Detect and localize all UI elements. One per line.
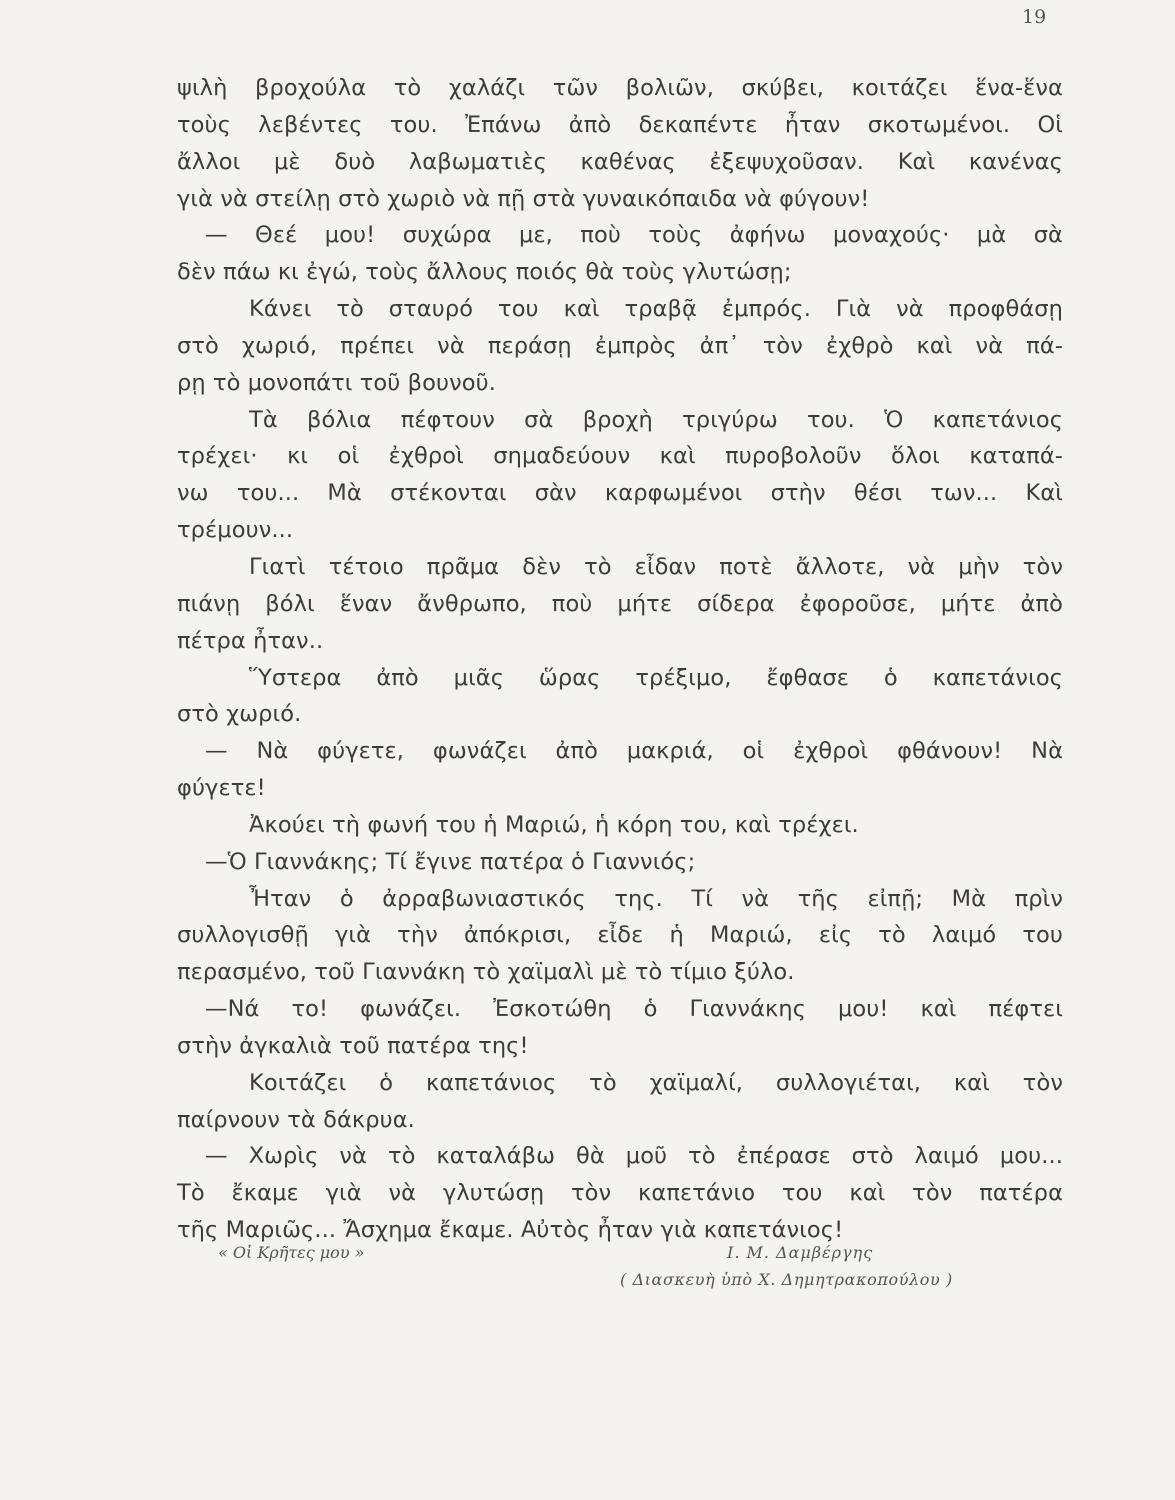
text-line: παίρνουν τὰ δάκρυα. (177, 1106, 415, 1133)
text-line: Τὸ ἔκαμε γιὰ νὰ γλυτώσῃ τὸν καπετάνιο του καὶ τὸν πατέρα (177, 1180, 1063, 1207)
text-line: τρέμουν... (177, 517, 294, 544)
text-line: ψιλὴ βροχούλα τὸ χαλάζι τῶν βολιῶν, σκύβει, κοιτάζει ἕνα-ἕνα (177, 75, 1063, 101)
text-line: περασμένο, τοῦ Γιαννάκη τὸ χαϊμαλὶ μὲ τὸ τίμιο ξύλο. (177, 959, 795, 986)
text-line: τρέχει· κι οἱ ἐχθροὶ σημαδεύουν καὶ πυροβολοῦν ὅλοι καταπά- (177, 443, 1063, 470)
text-line: στὸ χωριό. (177, 701, 302, 728)
dialogue-line: —Ὁ Γιαννάκης; Τί ἔγινε πατέρα ὁ Γιαννιός; (205, 848, 696, 875)
text-line: ἄλλοι μὲ δυὸ λαβωματιὲς καθένας ἐξεψυχοῦσαν. Καὶ κανένας (177, 148, 1063, 175)
paragraph-start: Κάνει τὸ σταυρό του καὶ τραβᾷ ἐμπρός. Γιὰ νὰ προφθάσῃ (249, 296, 1063, 323)
page-number: 19 (1022, 6, 1047, 28)
text-line: γιὰ νὰ στείλῃ στὸ χωριὸ νὰ πῇ στὰ γυναικόπαιδα νὰ φύγουν! (177, 185, 870, 212)
text-line: πέτρα ἦταν.. (177, 627, 324, 654)
paragraph-start: Ὕστερα ἀπὸ μιᾶς ὥρας τρέξιμο, ἔφθασε ὁ καπετάνιος (249, 664, 1063, 691)
adaptation-credit: ( Διασκευὴ ὑπὸ Χ. Δημητρακοπούλου ) (620, 1270, 953, 1289)
dialogue-line: — Νὰ φύγετε, φωνάζει ἀπὸ μακριά, οἱ ἐχθροὶ φθάνουν! Νὰ (205, 738, 1063, 765)
text-line: τοὺς λεβέντες του. Ἐπάνω ἀπὸ δεκαπέντε ἦταν σκοτωμένοι. Οἱ (177, 111, 1063, 138)
source-credit: « Οἱ Κρῆτες μου » (218, 1243, 365, 1262)
text-line: ρῃ τὸ μονοπάτι τοῦ βουνοῦ. (177, 369, 496, 396)
text-line: φύγετε! (177, 775, 266, 802)
text-line: στὸ χωριό, πρέπει νὰ περάσῃ ἐμπρὸς ἀπ᾽ τὸν ἐχθρὸ καὶ νὰ πά- (177, 332, 1063, 359)
dialogue-line: —Νά το! φωνάζει. Ἐσκοτώθη ὁ Γιαννάκης μου! καὶ πέφτει (205, 996, 1063, 1023)
text-line: δὲν πάω κι ἐγώ, τοὺς ἄλλους ποιός θὰ τοὺς γλυτώσῃ; (177, 259, 792, 286)
body-text (177, 70, 1063, 1249)
text-line: συλλογισθῇ γιὰ τὴν ἀπόκρισι, εἶδε ἡ Μαριώ, εἰς τὸ λαιμό του (177, 922, 1063, 949)
paragraph-start: Ἦταν ὁ ἀρραβωνιαστικός της. Τί νὰ τῆς εἰπῇ; Μὰ πρὶν (249, 885, 1063, 912)
paragraph-start: Γιατὶ τέτοιο πρᾶμα δὲν τὸ εἶδαν ποτὲ ἄλλοτε, νὰ μὴν τὸν (249, 553, 1063, 580)
paragraph-start: Τὰ βόλια πέφτουν σὰ βροχὴ τριγύρω του. Ὁ καπετάνιος (249, 406, 1063, 433)
author-credit: Ι. Μ. Δαμβέργης (727, 1243, 874, 1262)
dialogue-line: — Θεέ μου! συχώρα με, ποὺ τοὺς ἀφήνω μοναχούς· μὰ σὰ (205, 222, 1063, 249)
text-line: πιάνῃ βόλι ἕναν ἄνθρωπο, ποὺ μήτε σίδερα ἐφοροῦσε, μήτε ἀπὸ (177, 590, 1063, 617)
text-line: νω του... Μὰ στέκονται σὰν καρφωμένοι στὴν θέσι των... Καὶ (177, 480, 1063, 507)
dialogue-line: — Χωρὶς νὰ τὸ καταλάβω θὰ μοῦ τὸ ἐπέρασε στὸ λαιμό μου... (205, 1143, 1063, 1170)
paragraph-start: Ἀκούει τὴ φωνή του ἡ Μαριώ, ἡ κόρη του, καὶ τρέχει. (249, 811, 859, 838)
text-line: στὴν ἀγκαλιὰ τοῦ πατέρα της! (177, 1032, 529, 1059)
text-line: τῆς Μαριῶς... Ἄσχημα ἔκαμε. Αὐτὸς ἦταν γιὰ καπετάνιος! (177, 1217, 844, 1244)
paragraph-start: Κοιτάζει ὁ καπετάνιος τὸ χαϊμαλί, συλλογιέται, καὶ τὸν (249, 1069, 1063, 1096)
